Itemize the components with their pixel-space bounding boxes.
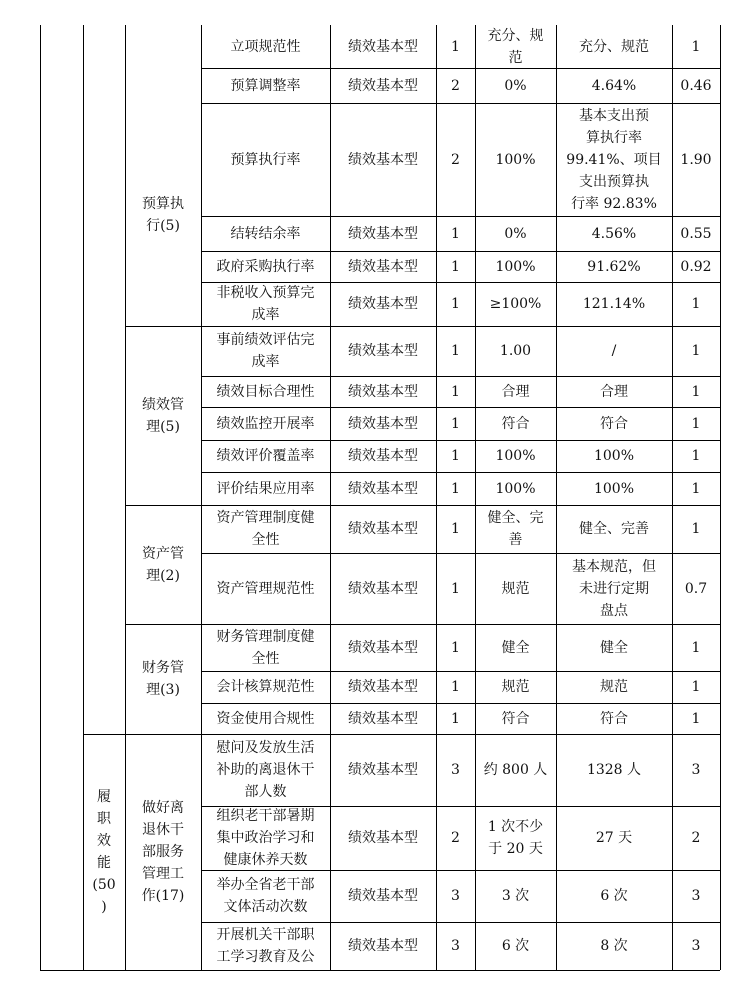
type-cell: 绩效基本型 [348,679,418,695]
indicator-cell: 慰问及发放生活 补助的离退休干 部人数 [216,740,315,800]
actual-cell: / [611,343,617,359]
type-cell: 绩效基本型 [348,38,418,55]
target-cell: 100% [495,151,536,168]
actual-cell: 4.56% [591,225,637,242]
subcategory-cell: 预算执 行(5) [142,195,184,234]
target-cell: 100% [495,448,536,464]
weight-cell: 1 [451,296,460,312]
indicator-cell: 组织老干部暑期 集中政治学习和 健康休养天数 [216,808,315,868]
target-cell: 100% [495,258,536,275]
weight-cell: 1 [451,679,460,695]
actual-cell: 符合 [600,710,628,727]
score-cell: 0.46 [680,77,712,94]
weight-cell: 1 [451,343,460,359]
score-cell: 1 [691,521,701,537]
indicator-cell: 绩效目标合理性 [216,383,315,400]
type-cell: 绩效基本型 [348,343,418,359]
indicator-cell: 评价结果应用率 [216,480,315,497]
indicator-cell: 财务管理制度健 全性 [216,628,315,667]
weight-cell: 3 [451,762,460,778]
weight-cell: 3 [451,938,460,954]
weight-cell: 2 [451,830,460,846]
target-cell: 3 次 [501,888,530,904]
actual-cell: 1328 人 [586,762,642,778]
weight-cell: 1 [451,383,460,400]
score-cell: 1 [691,710,701,727]
score-cell: 2 [691,830,701,846]
score-cell: 3 [691,762,701,778]
target-cell: 规范 [501,580,530,597]
subcategory-cell: 做好离 退休干 部服务 管理工 作(17) [141,800,185,904]
weight-cell: 1 [451,448,460,464]
type-cell: 绩效基本型 [348,521,418,537]
score-cell: 1 [691,679,701,695]
indicator-cell: 结转结余率 [230,225,301,242]
target-cell: 0% [504,77,527,94]
score-cell: 1.90 [680,151,712,168]
weight-cell: 1 [451,225,460,242]
weight-cell: 1 [451,415,460,432]
actual-cell: 100% [593,448,635,464]
score-cell: 3 [691,938,701,954]
target-cell: 健全、完 善 [487,510,544,548]
type-cell: 绩效基本型 [348,225,418,242]
target-cell: 0% [504,225,527,242]
actual-cell: 4.64% [591,77,637,94]
actual-cell: 基本规范，但 未进行定期 盘点 [572,558,656,619]
target-cell: 符合 [501,415,530,432]
indicator-cell: 会计核算规范性 [216,679,315,695]
weight-cell: 1 [451,38,460,55]
type-cell: 绩效基本型 [348,580,418,597]
score-cell: 3 [691,888,701,904]
type-cell: 绩效基本型 [348,938,418,954]
indicator-cell: 事前绩效评估完 成率 [216,332,315,370]
score-cell: 1 [691,38,701,55]
score-cell: 1 [691,639,701,656]
target-cell: 6 次 [501,938,530,954]
actual-cell: 100% [593,480,635,497]
weight-cell: 1 [451,580,460,597]
type-cell: 绩效基本型 [348,151,418,168]
target-cell: 规范 [501,679,530,695]
score-cell: 0.92 [680,258,712,275]
actual-cell: 符合 [600,415,628,432]
target-cell: ≥100% [489,296,542,312]
weight-cell: 1 [451,521,460,537]
actual-cell: 121.14% [582,296,646,312]
score-cell: 1 [691,296,701,312]
target-cell: 1.00 [499,343,532,359]
type-cell: 绩效基本型 [348,830,418,846]
target-cell: 合理 [501,383,530,400]
actual-cell: 27 天 [595,830,633,846]
actual-cell: 健全、完善 [579,521,649,537]
target-cell: 100% [495,480,536,497]
type-cell: 绩效基本型 [348,710,418,727]
indicator-cell: 开展机关干部职 工学习教育及公 [216,927,315,965]
actual-cell: 合理 [600,383,628,400]
score-cell: 1 [691,343,701,359]
indicator-cell: 绩效监控开展率 [216,415,315,432]
score-cell: 0.7 [684,580,708,597]
score-cell: 1 [691,480,701,497]
target-cell: 充分、规 范 [487,27,544,66]
weight-cell: 2 [451,77,460,94]
target-cell: 健全 [501,639,530,656]
target-cell: 符合 [501,710,530,727]
indicator-cell: 资产管理规范性 [216,580,315,597]
weight-cell: 1 [451,480,460,497]
target-cell: 约 800 人 [483,762,548,778]
indicator-cell: 政府采购执行率 [216,258,315,275]
weight-cell: 3 [451,888,460,904]
subcategory-cell: 绩效管 理(5) [142,396,184,435]
actual-cell: 健全 [600,639,628,656]
type-cell: 绩效基本型 [348,415,418,432]
actual-cell: 6 次 [600,888,628,904]
actual-cell: 基本支出预 算执行率 99.41%、项目 支出预算执 行率 92.83% [566,107,662,212]
type-cell: 绩效基本型 [348,762,418,778]
actual-cell: 8 次 [600,938,628,954]
score-cell: 1 [691,415,701,432]
type-cell: 绩效基本型 [348,639,418,656]
type-cell: 绩效基本型 [348,888,418,904]
actual-cell: 规范 [600,679,628,695]
indicator-cell: 绩效评价覆盖率 [216,448,315,464]
indicator-cell: 资产管理制度健 全性 [216,510,315,548]
indicator-cell: 资金使用合规性 [216,710,315,727]
score-cell: 1 [691,383,701,400]
target-cell: 1 次不少 于 20 天 [487,819,544,857]
indicator-cell: 预算调整率 [230,77,301,94]
indicator-cell: 立项规范性 [230,38,301,55]
subcategory-cell: 资产管 理(2) [142,545,184,584]
score-cell: 0.55 [680,225,712,242]
type-cell: 绩效基本型 [348,296,418,312]
type-cell: 绩效基本型 [348,258,418,275]
actual-cell: 91.62% [587,258,641,275]
weight-cell: 1 [451,258,460,275]
actual-cell: 充分、规范 [579,38,649,55]
indicator-cell: 非税收入预算完 成率 [216,285,315,323]
type-cell: 绩效基本型 [348,448,418,464]
weight-cell: 1 [451,710,460,727]
type-cell: 绩效基本型 [348,77,418,94]
indicator-cell: 预算执行率 [230,151,301,168]
weight-cell: 1 [451,639,460,656]
score-cell: 1 [691,448,701,464]
subcategory-cell: 财务管 理(3) [142,660,184,698]
indicator-cell: 举办全省老干部 文体活动次数 [216,877,315,915]
type-cell: 绩效基本型 [348,383,418,400]
category-cell: 履 职 效 能 (50 ) [92,789,116,915]
weight-cell: 2 [451,151,460,168]
type-cell: 绩效基本型 [348,480,418,497]
